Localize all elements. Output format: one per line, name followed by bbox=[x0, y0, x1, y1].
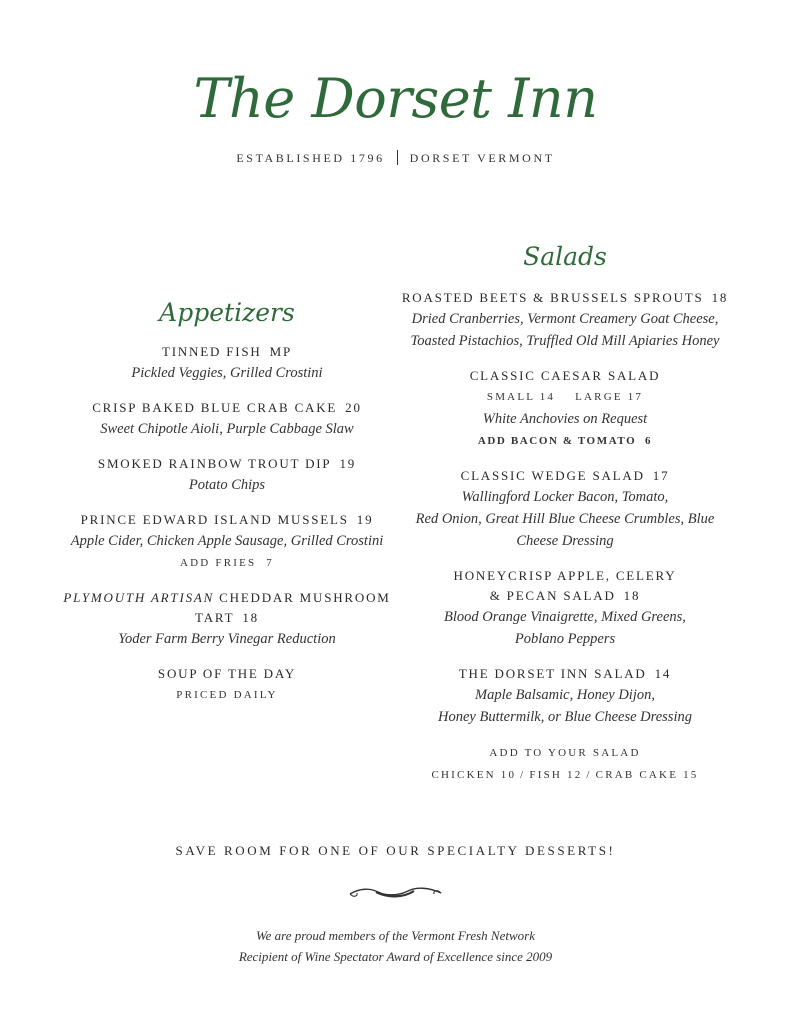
item-price-note: PRICED DAILY bbox=[176, 689, 278, 701]
item-description: Dried Cranberries, Vermont Creamery Goat Cheese, bbox=[411, 311, 719, 327]
restaurant-subtitle bbox=[0, 150, 791, 166]
item-addon: ADD FRIES 7 bbox=[180, 557, 274, 569]
salads-heading: Salads bbox=[523, 242, 607, 271]
item-description: Yoder Farm Berry Vinegar Reduction bbox=[118, 631, 336, 647]
item-price: 20 bbox=[345, 400, 362, 415]
item-description: Potato Chips bbox=[188, 477, 266, 493]
item-name: & PECAN SALAD 18 bbox=[489, 588, 641, 603]
item-description: Cheese Dressing bbox=[516, 533, 614, 549]
item-name: CLASSIC WEDGE SALAD 17 bbox=[460, 468, 670, 483]
item-description: Honey Buttermilk, or Blue Cheese Dressing bbox=[438, 709, 692, 725]
item-price: 19 bbox=[339, 456, 357, 471]
flourish-divider-icon bbox=[348, 882, 443, 902]
item-name: CRISP BAKED BLUE CRAB CAKE 20 bbox=[92, 400, 362, 415]
item-description: White Anchovies on Request bbox=[482, 411, 648, 427]
item-price: 18 bbox=[242, 610, 259, 625]
item-description: Maple Balsamic, Honey Dijon, bbox=[474, 687, 655, 703]
item-price: 18 bbox=[623, 588, 641, 603]
menu-item bbox=[398, 466, 732, 552]
addons-heading: ADD TO YOUR SALAD bbox=[489, 747, 641, 759]
menu-item bbox=[398, 664, 732, 728]
appetizers-section bbox=[62, 298, 392, 720]
menu-item bbox=[398, 288, 732, 352]
item-name: HONEYCRISP APPLE, CELERY bbox=[453, 568, 677, 583]
footer bbox=[0, 925, 791, 967]
item-name: ROASTED BEETS & BRUSSELS SPROUTS 18 bbox=[401, 290, 729, 305]
item-name: SOUP OF THE DAY bbox=[157, 666, 297, 681]
item-description: Poblano Peppers bbox=[514, 631, 616, 647]
item-name: THE DORSET INN SALAD 14 bbox=[458, 666, 672, 681]
salad-addons bbox=[398, 742, 732, 786]
menu-item bbox=[62, 588, 392, 650]
footer-membership: We are proud members of the Vermont Fresh Network bbox=[256, 928, 535, 943]
menu-item bbox=[398, 366, 732, 452]
item-description: Blood Orange Vinaigrette, Mixed Greens, bbox=[444, 609, 686, 625]
item-price: 19 bbox=[356, 512, 374, 527]
item-name: PRINCE EDWARD ISLAND MUSSELS 19 bbox=[80, 512, 374, 527]
item-sizes: SMALL 14 LARGE 17 bbox=[486, 391, 644, 403]
menu-item bbox=[398, 566, 732, 650]
menu-item bbox=[62, 510, 392, 574]
item-price: 17 bbox=[652, 468, 670, 483]
item-addon: ADD BACON & TOMATO 6 bbox=[477, 435, 653, 447]
item-description: Red Onion, Great Hill Blue Cheese Crumbles, Blue bbox=[415, 511, 715, 527]
item-description: Toasted Pistachios, Truffled Old Mill Apiaries Honey bbox=[410, 333, 720, 349]
addons-list: CHICKEN 10 / FISH 12 / CRAB CAKE 15 bbox=[431, 769, 699, 781]
item-name: SMOKED RAINBOW TROUT DIP 19 bbox=[97, 456, 357, 471]
desserts-note: SAVE ROOM FOR ONE OF OUR SPECIALTY DESSERTS! bbox=[175, 843, 616, 858]
item-price: 14 bbox=[654, 666, 672, 681]
location-text: DORSET VERMONT bbox=[409, 151, 555, 165]
item-name: PLYMOUTH ARTISAN CHEDDAR MUSHROOM TART 18 bbox=[63, 590, 391, 625]
item-name: TINNED FISH MP bbox=[162, 344, 292, 359]
menu-item bbox=[62, 454, 392, 496]
menu-item bbox=[62, 664, 392, 706]
restaurant-title: The Dorset Inn bbox=[193, 67, 598, 130]
footer-award: Recipient of Wine Spectator Award of Excellence since 2009 bbox=[238, 949, 553, 964]
salads-section bbox=[398, 242, 732, 800]
established-text: ESTABLISHED 1796 bbox=[236, 151, 385, 165]
item-price: 18 bbox=[711, 290, 729, 305]
appetizers-heading: Appetizers bbox=[159, 298, 295, 327]
menu-item bbox=[62, 398, 392, 440]
item-description: Apple Cider, Chicken Apple Sausage, Grilled Crostini bbox=[70, 533, 384, 549]
subtitle-divider bbox=[397, 150, 398, 165]
item-description: Sweet Chipotle Aioli, Purple Cabbage Slaw bbox=[100, 421, 354, 437]
item-description: Wallingford Locker Bacon, Tomato, bbox=[461, 489, 669, 505]
item-description: Pickled Veggies, Grilled Crostini bbox=[131, 365, 323, 381]
item-price: MP bbox=[269, 344, 292, 359]
menu-item bbox=[62, 342, 392, 384]
item-name: CLASSIC CAESAR SALAD bbox=[469, 368, 661, 383]
